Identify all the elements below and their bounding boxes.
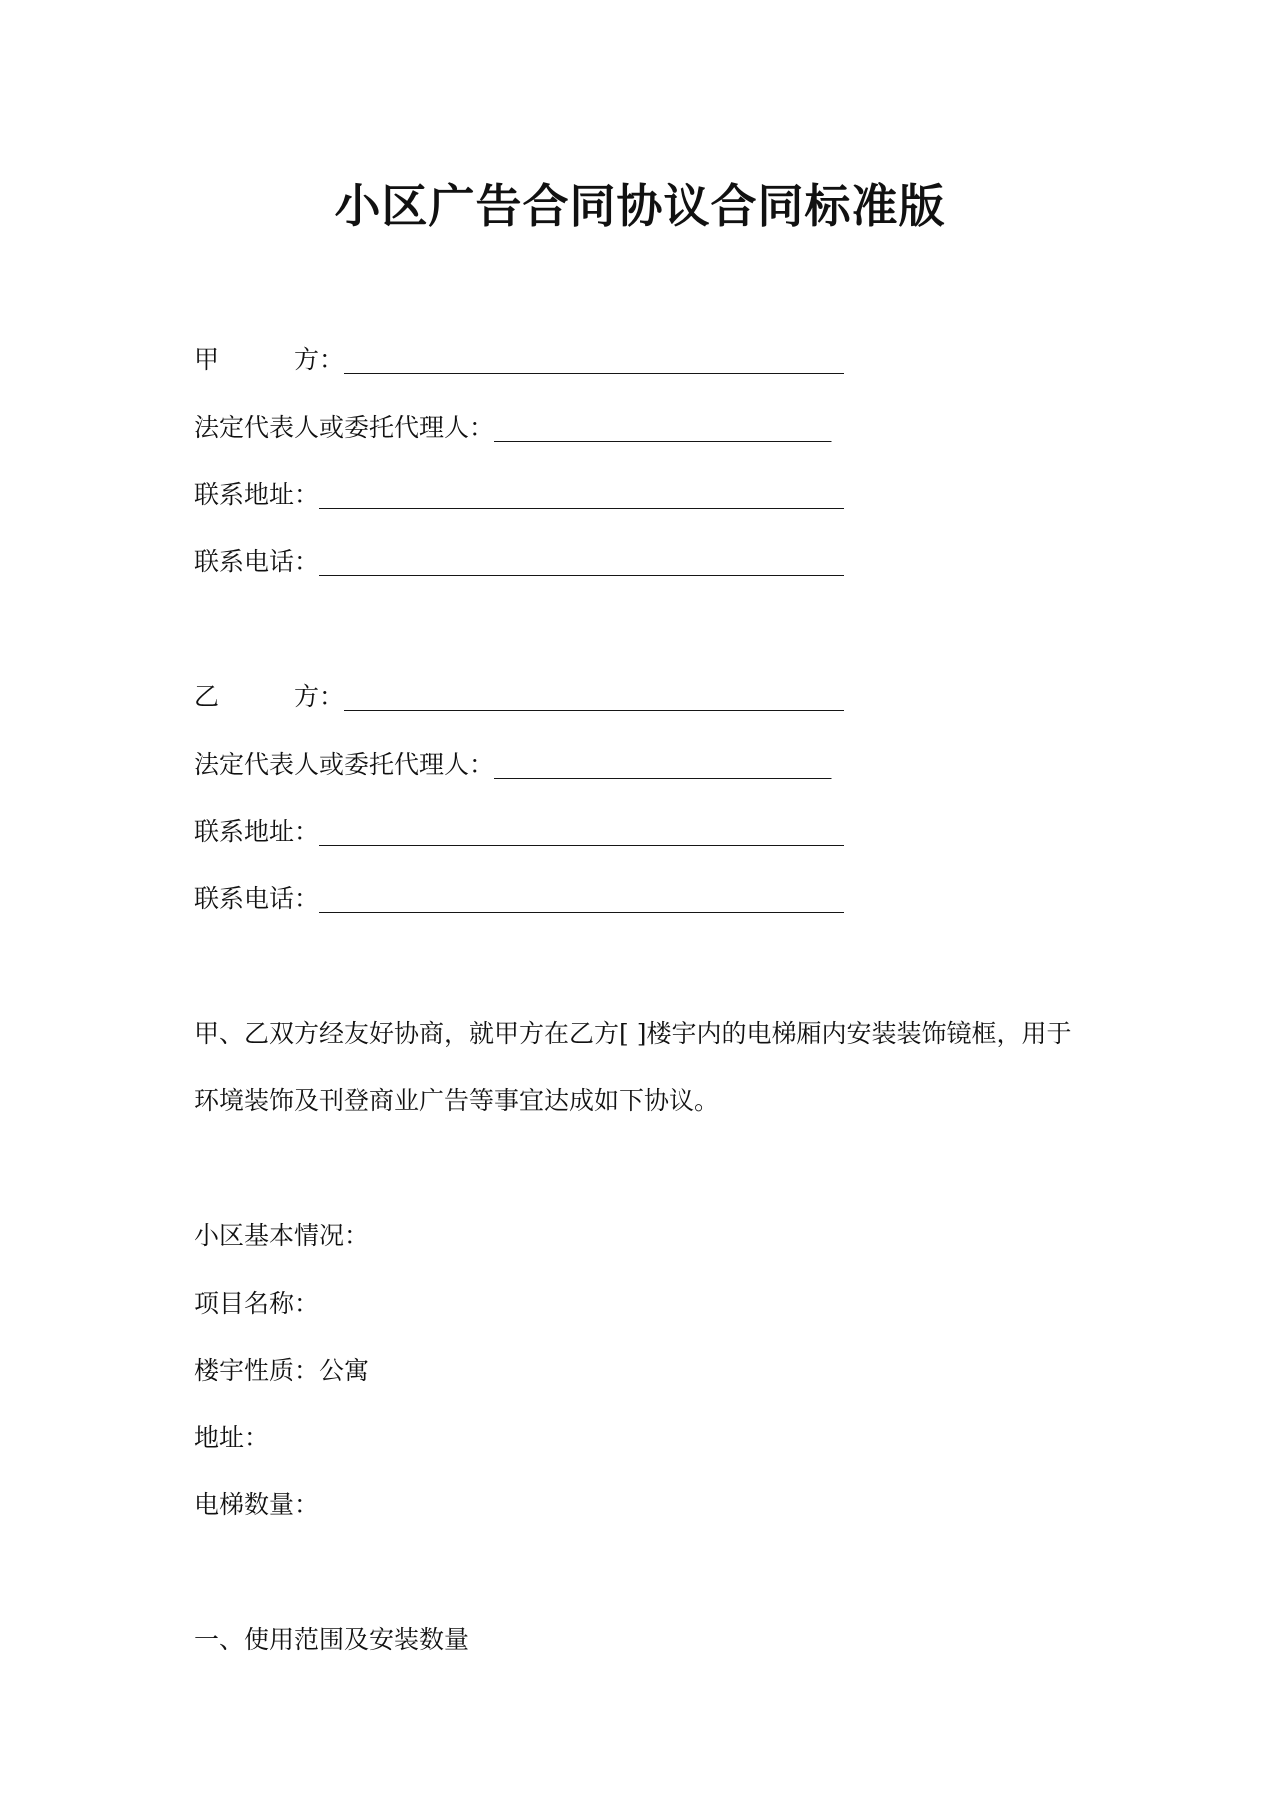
address-field: 地址： xyxy=(194,1423,270,1452)
party-a-name-line xyxy=(194,343,844,377)
party-b-address-line xyxy=(194,815,844,849)
party-a-label-second: 方： xyxy=(294,345,345,374)
party-a-phone-label: 联系电话： xyxy=(194,547,320,576)
party-a-rep-blank: ___________________________ xyxy=(494,413,832,442)
party-b-label-second: 方： xyxy=(294,682,345,711)
project-name-field: 项目名称： xyxy=(194,1289,320,1318)
party-b-phone-line xyxy=(194,882,844,916)
party-a-label-first: 甲 xyxy=(194,345,220,374)
party-b-address-blank: __________________________________________ xyxy=(319,817,845,846)
document-title: 小区广告合同协议合同标准版 xyxy=(334,179,946,233)
party-b-phone-blank: __________________________________________ xyxy=(319,884,845,913)
building-type-field: 楼宇性质：公寓 xyxy=(194,1356,370,1385)
party-a-phone-line xyxy=(194,545,844,579)
party-b-rep-label: 法定代表人或委托代理人： xyxy=(194,750,495,779)
party-b-rep-line xyxy=(194,748,832,782)
party-a-address-line xyxy=(194,478,844,512)
community-info-heading: 小区基本情况： xyxy=(194,1221,370,1250)
party-a-address-label: 联系地址： xyxy=(194,480,320,509)
party-b-name-line xyxy=(194,680,844,714)
party-b-name-blank: ________________________________________ xyxy=(344,682,845,711)
elevator-count-field: 电梯数量： xyxy=(194,1490,320,1519)
party-a-address-blank: __________________________________________ xyxy=(319,480,845,509)
party-a-rep-label: 法定代表人或委托代理人： xyxy=(194,413,495,442)
party-a-name-blank: ________________________________________ xyxy=(344,345,845,374)
intro-line-1: 甲、乙双方经友好协商，就甲方在乙方[ ]楼宇内的电梯厢内安装装饰镜框，用于 xyxy=(194,1019,1072,1048)
section-1-heading: 一、使用范围及安装数量 xyxy=(194,1625,470,1654)
party-b-label-first: 乙 xyxy=(194,682,220,711)
party-b-address-label: 联系地址： xyxy=(194,817,320,846)
intro-line-2: 环境装饰及刊登商业广告等事宜达成如下协议。 xyxy=(194,1086,720,1115)
party-a-rep-line xyxy=(194,411,832,445)
party-b-phone-label: 联系电话： xyxy=(194,884,320,913)
party-b-rep-blank: ___________________________ xyxy=(494,750,832,779)
party-a-phone-blank: __________________________________________ xyxy=(319,547,845,576)
